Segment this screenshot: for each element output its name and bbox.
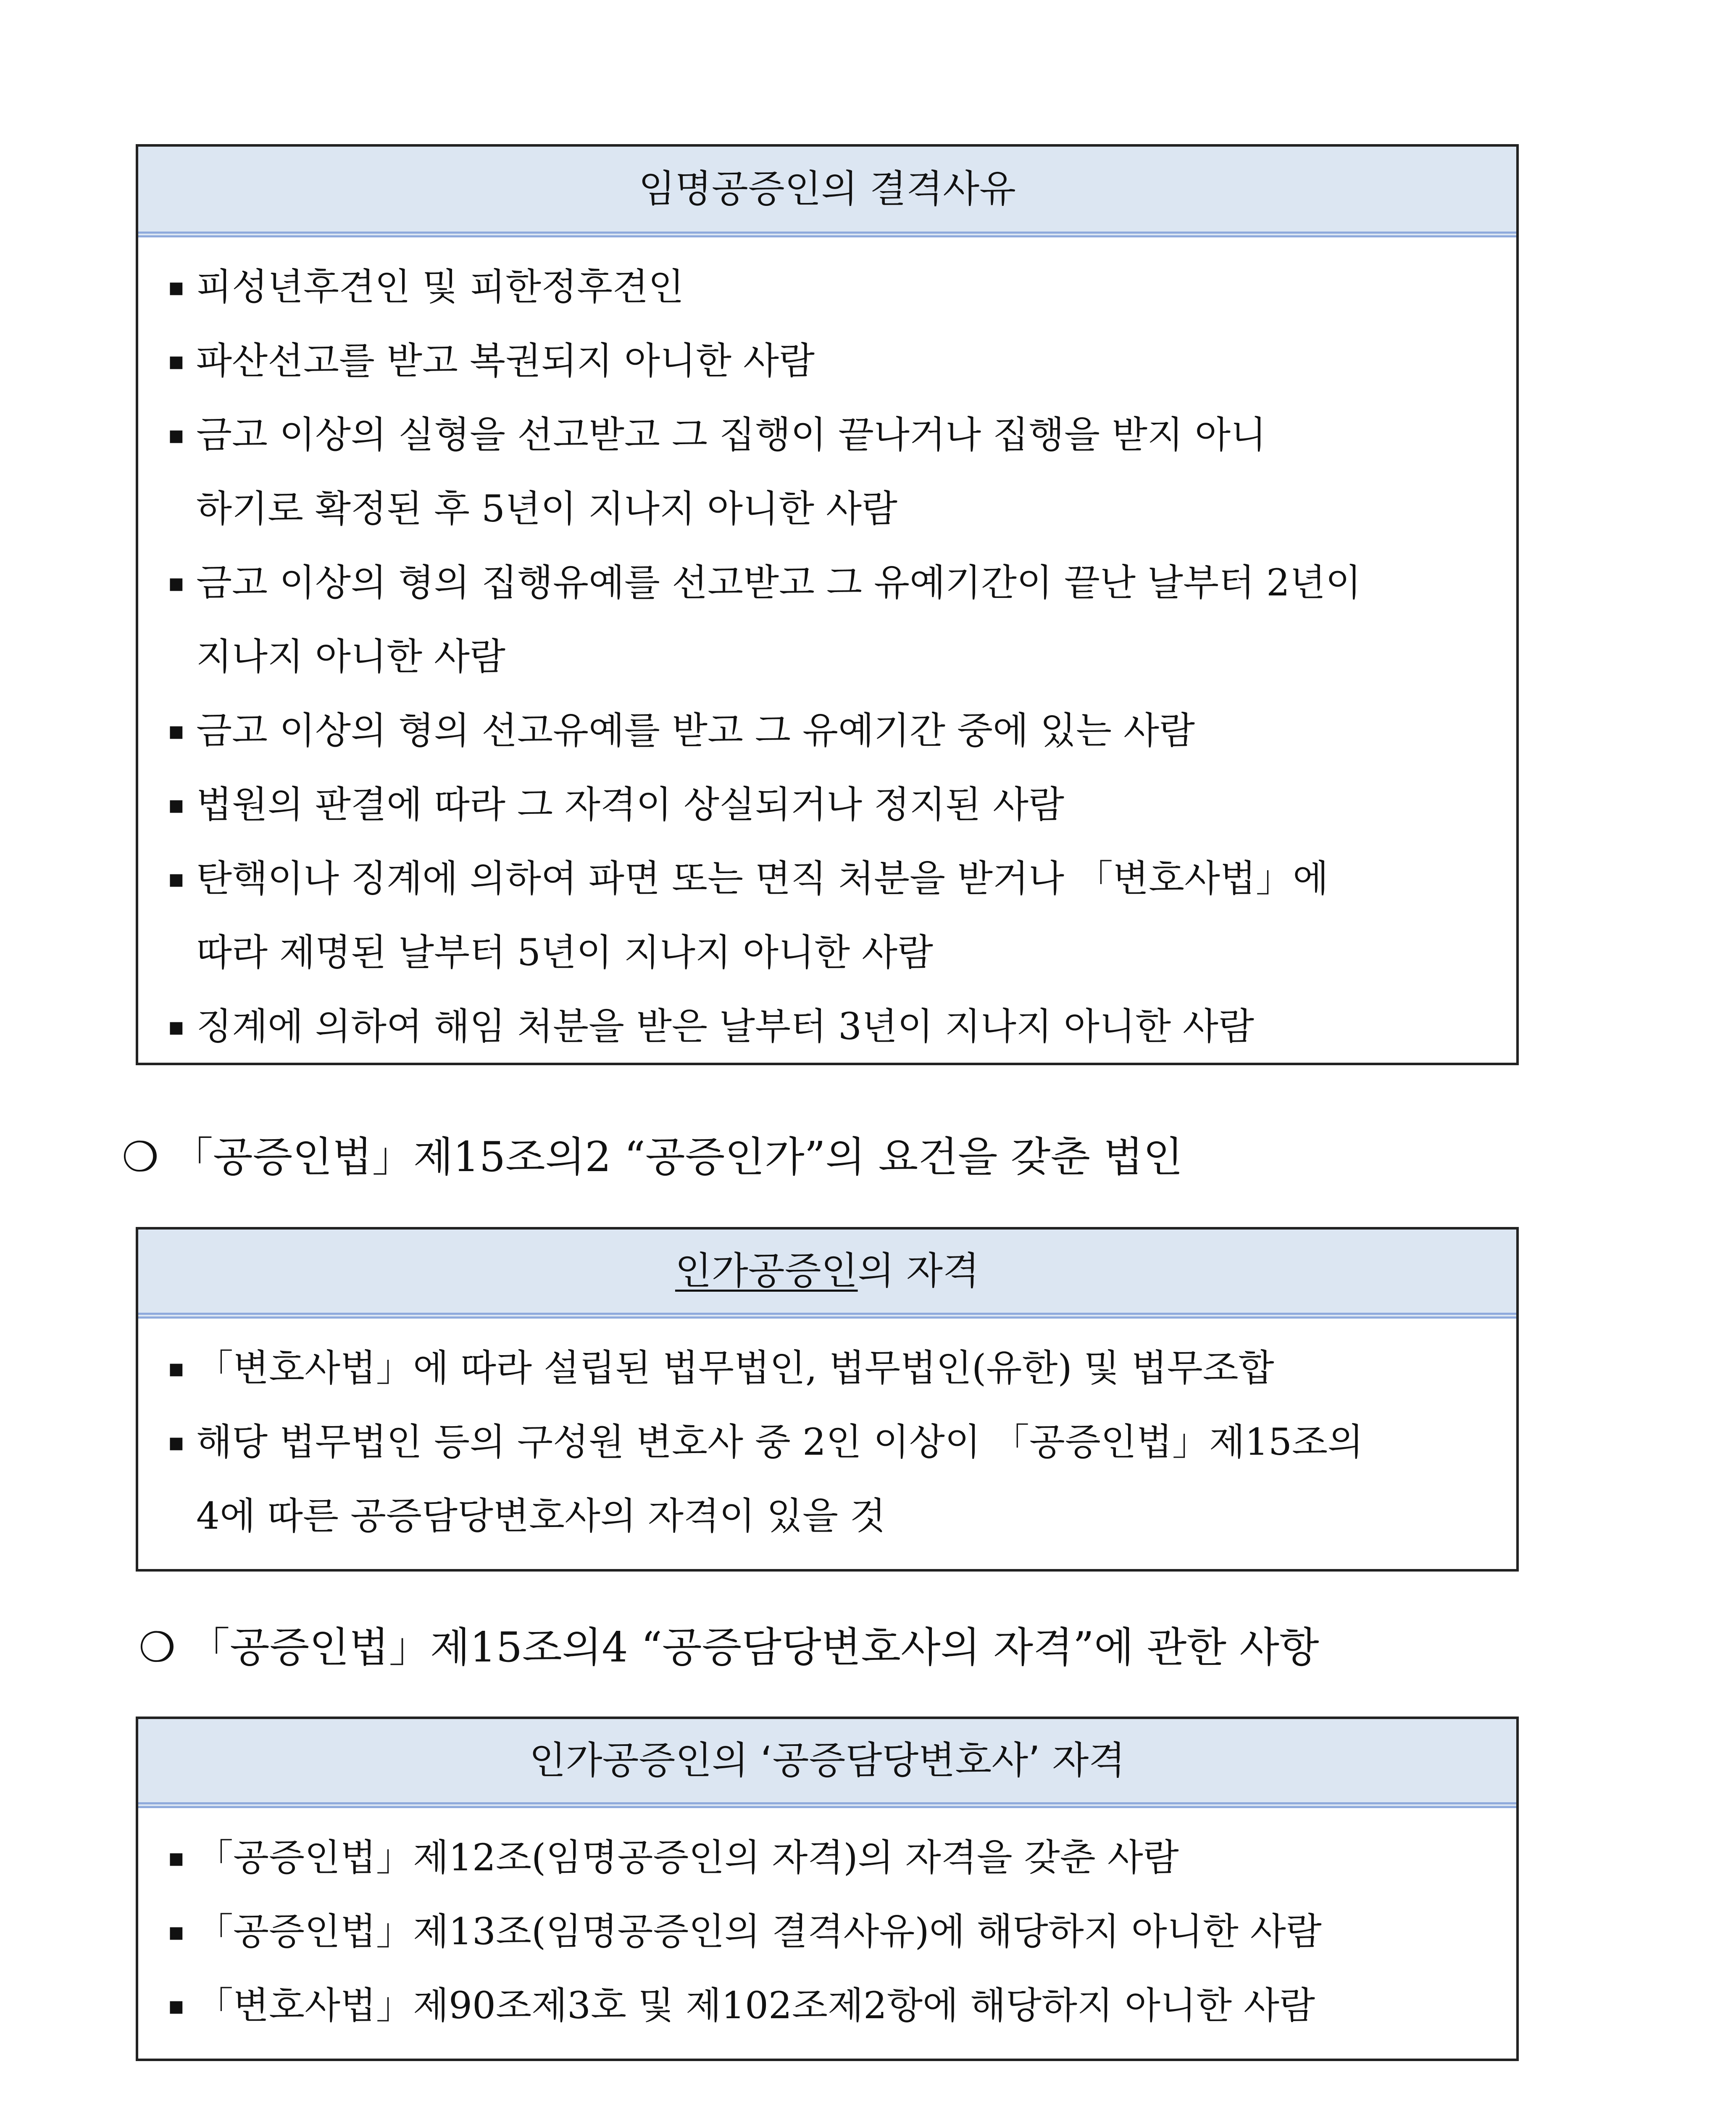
disqualification-box-title: 임명공증인의 결격사유 <box>638 167 1016 211</box>
list-item: ▪ 피성년후견인 및 피한정후견인 <box>168 250 1499 324</box>
notary-attorney-box-header <box>138 1719 1516 1808</box>
bullet-icon: ▪ <box>168 272 185 302</box>
disqualification-box-body <box>138 237 1516 1076</box>
bullet-icon: ▪ <box>168 790 185 819</box>
bullet-icon: ▪ <box>168 716 185 745</box>
qualification-box-title-underlined: 인가공증인 <box>675 1249 858 1293</box>
section-line-2-text: 「공증인법」제15조의4 “공증담당변호사의 자격”에 관한 사항 <box>189 1624 1319 1672</box>
disqualification-box <box>136 144 1519 1065</box>
bullet-icon: ▪ <box>168 1012 185 1041</box>
bullet-icon: ▪ <box>168 1917 185 1946</box>
bullet-icon: ▪ <box>168 1353 185 1383</box>
list-item: ▪ 해당 법무법인 등의 구성원 변호사 중 2인 이상이 「공증인법」제15조의 4에 따른 공증담당변호사의 자격이 있을 것 <box>168 1405 1499 1553</box>
bullet-icon: ▪ <box>168 1427 185 1457</box>
section-line-1-text: 「공증인법」제15조의2 “공증인가”의 요건을 갖춘 법인 <box>172 1133 1183 1181</box>
notary-attorney-box <box>136 1717 1519 2061</box>
disqualification-box-header <box>138 147 1516 237</box>
section-line-2 <box>139 1624 1319 1672</box>
notary-attorney-box-body <box>138 1808 1516 2055</box>
list-item: ▪ 파산선고를 받고 복권되지 아니한 사람 <box>168 324 1499 398</box>
bullet-icon: ▪ <box>168 864 185 893</box>
qualification-box-body <box>138 1319 1516 1566</box>
bullet-icon: ▪ <box>168 1843 185 1872</box>
list-item: ▪ 금고 이상의 실형을 선고받고 그 집행이 끝나거나 집행을 받지 아니 하기로 확정된 후 5년이 지나지 아니한 사람 <box>168 398 1499 546</box>
list-item: ▪ 「변호사법」에 따라 설립된 법무법인, 법무법인(유한) 및 법무조합 <box>168 1331 1499 1405</box>
list-item: ▪ 법원의 판결에 따라 그 자격이 상실되거나 정지된 사람 <box>168 768 1499 842</box>
qualification-box-title-rest: 의 자격 <box>857 1249 980 1293</box>
qualification-box <box>136 1227 1519 1572</box>
bullet-icon: ▪ <box>168 1991 185 2020</box>
circle-bullet-icon: ❍ <box>122 1133 159 1181</box>
circle-bullet-icon: ❍ <box>139 1624 176 1672</box>
bullet-icon: ▪ <box>168 420 185 450</box>
qualification-box-header <box>138 1230 1516 1319</box>
bullet-icon: ▪ <box>168 346 185 376</box>
list-item: ▪ 「공증인법」제13조(임명공증인의 결격사유)에 해당하지 아니한 사람 <box>168 1895 1499 1969</box>
list-item: ▪ 금고 이상의 형의 집행유예를 선고받고 그 유예기간이 끝난 날부터 2년이 지나지 아니한 사람 <box>168 546 1499 694</box>
list-item: ▪ 탄핵이나 징계에 의하여 파면 또는 면직 처분을 받거나 「변호사법」에 따라 제명된 날부터 5년이 지나지 아니한 사람 <box>168 842 1499 990</box>
list-item: ▪ 징계에 의하여 해임 처분을 받은 날부터 3년이 지나지 아니한 사람 <box>168 990 1499 1064</box>
section-line-1 <box>122 1133 1183 1181</box>
list-item: ▪ 금고 이상의 형의 선고유예를 받고 그 유예기간 중에 있는 사람 <box>168 694 1499 768</box>
bullet-icon: ▪ <box>168 568 185 598</box>
notary-attorney-box-title: 인가공증인의 ‘공증담당변호사’ 자격 <box>529 1738 1126 1782</box>
list-item: ▪ 「공증인법」제12조(임명공증인의 자격)의 자격을 갖춘 사람 <box>168 1821 1499 1895</box>
list-item: ▪ 「변호사법」제90조제3호 및 제102조제2항에 해당하지 아니한 사람 <box>168 1969 1499 2043</box>
